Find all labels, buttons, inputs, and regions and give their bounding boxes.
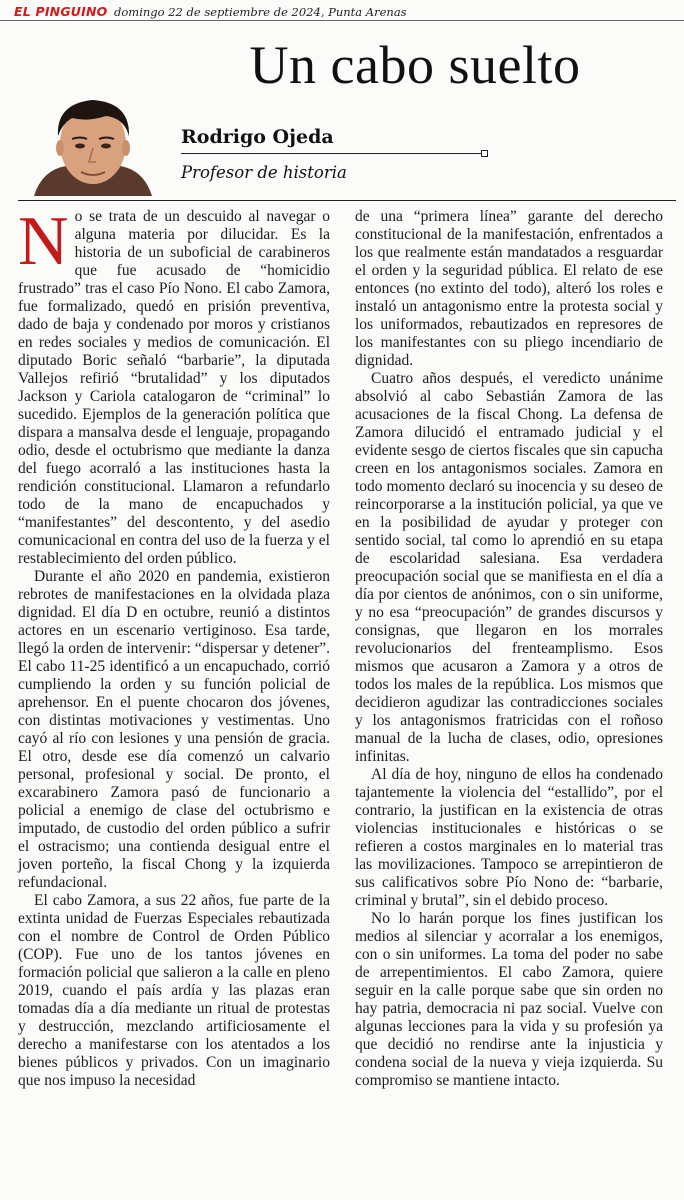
paragraph: No lo harán porque los fines justifican los medios al silenciar y acorralar a los enemigos, con o sin uniformes. La toma del poder no sabe de arrepentimientos. El cabo Zamora, quiere seguir en la calle porque sabe que sin orden no hay patria, democracia ni paz social. Vuelve con algunas lecciones para la vida y su profesión ya que decidió no rendirse ante la injusticia y condena social de la nueva y vieja izquierda. Su compromiso se mantiene intacto.	[355, 910, 663, 1089]
author-rule	[181, 153, 481, 154]
paragraph: Durante el año 2020 en pandemia, existieron rebrotes de manifestaciones en la olvidada plaza dignidad. El día D en octubre, reunió a distintos actores en un escenario vertiginoso. Esa tarde, llegó la orden de intervenir: “dispersar y detener”. El cabo 11-25 identificó a un encapuchado, corrió cumpliendo la orden y su función policial de aprehensor. En el puente chocaron dos jóvenes, con distintas motivaciones y vestimentas. Uno cayó al río con lesiones y una pensión de gracia. El otro, desde ese día comenzó un calvario personal, profesional y social. De pronto, el excarabinero Zamora pasó de funcionario a policial a enemigo de clase del octubrismo e imputado, de custodio del orden público a sufrir el ostracismo; una contienda desigual entre el joven porteño, la fiscal Chong y la izquierda refundacional.	[18, 568, 330, 891]
paragraph	[18, 203, 330, 568]
author-name: Rodrigo Ojeda	[181, 126, 334, 148]
paragraph: de una “primera línea” garante del derecho constitucional de la manifestación, enfrentados a los que realmente están mandatados a resguardar el orden y la seguridad pública. El relato de ese entonces (no extinto del todo), alteró los roles e instaló un antagonismo entre la protesta social y los uniformados, rebautizados en represores de los manifestantes con su pliego incendiario de dignidad.	[355, 208, 663, 369]
body-rule	[18, 200, 676, 201]
dateline: domingo 22 de septiembre de 2024, Punta Arenas	[114, 5, 407, 19]
article-column-1	[18, 203, 330, 1090]
paragraph: Al día de hoy, ninguno de ellos ha condenado tajantemente la violencia del “estallido”, por el contrario, la justifican en la existencia de otras violencias institucionales e históricas o se refieren a costos marginales en lo material tras las movilizaciones. Tampoco se arrepintieron de sus calificativos sobre Pío Nono de: “barbarie, criminal y brutal”, sin el debido proceso.	[355, 766, 663, 909]
author-role: Profesor de historia	[181, 163, 347, 182]
drop-cap: N	[18, 203, 69, 280]
paragraph: El cabo Zamora, a sus 22 años, fue parte de la extinta unidad de Fuerzas Especiales rebautizada con el nombre de Control de Orden Público (COP). Fue uno de los tantos jóvenes en formación policial que salieron a la calle en pleno 2019, cuando el país ardía y las plazas eran tomadas día a día mediante un ritual de protestas y destrucción, mezclando artificiosamente el derecho a manifestarse con los atentados a los bienes públicos y privados. Con un imaginario que nos impuso la necesidad	[18, 892, 330, 1089]
author-portrait	[32, 96, 154, 196]
newspaper-logo: EL PINGUINO	[14, 4, 108, 19]
article-title: Un cabo suelto	[249, 35, 581, 95]
rule-end-square	[481, 150, 488, 157]
paragraph: Cuatro años después, el veredicto unánime absolvió al cabo Sebastián Zamora de las acusaciones de la fiscal Chong. La defensa de Zamora dilucidó el entramado judicial y el evidente sesgo de ciertos fiscales que sin capucha creen en los antagonismos sociales. Zamora en todo momento declaró su inocencia y su deseo de reincorporarse a la institución policial, ya que ve en la posibilidad de ayudar y proteger con sentido social, tal como lo aprendió en su etapa de escolaridad salesiana. Esa verdadera preocupación social que se manifiesta en el día a día por cientos de anónimos, con o sin uniforme, y no esa “preocupación” de grandes discursos y consignas, que llegaron en los morrales revolucionarios del frenteamplismo. Esos mismos que acusaron a Zamora y a otros de todos los males de la república. Los mismos que decidieron agudizar las contradicciones sociales y los antagonismos fratricidas con el roñoso manual de la lucha de clases, odio, opresiones infinitas.	[355, 370, 663, 765]
masthead-rule	[0, 20, 684, 21]
article-column-2	[355, 208, 663, 1090]
paragraph-text: o se trata de un descuido al navegar o alguna materia por dilucidar. Es la historia de un suboficial de carabineros que fue acusado de “homicidio frustrado” tras el caso Pío Nono. El cabo Zamora, fue formalizado, quedó en prisión preventiva, dado de baja y condenado por moros y cristianos en redes sociales y medios de comunicación. El diputado Boric señaló “barbarie”, la diputada Vallejos refirió “brutalidad” y los diputados Jackson y Cariola catalogaron de “criminal” lo sucedido. Ejemplos de la generación política que dispara a mansalva desde el lenguaje, propagando odio, desde el octubrismo que mediante la danza del fuego acorraló a las instituciones hasta la rendición constitucional. Llamaron a refundarlo todo de la mano de encapuchados y “manifestantes” del descontento, y del asedio comunicacional en contra del uso de la fuerza y el restablecimiento del orden público.	[18, 208, 330, 567]
